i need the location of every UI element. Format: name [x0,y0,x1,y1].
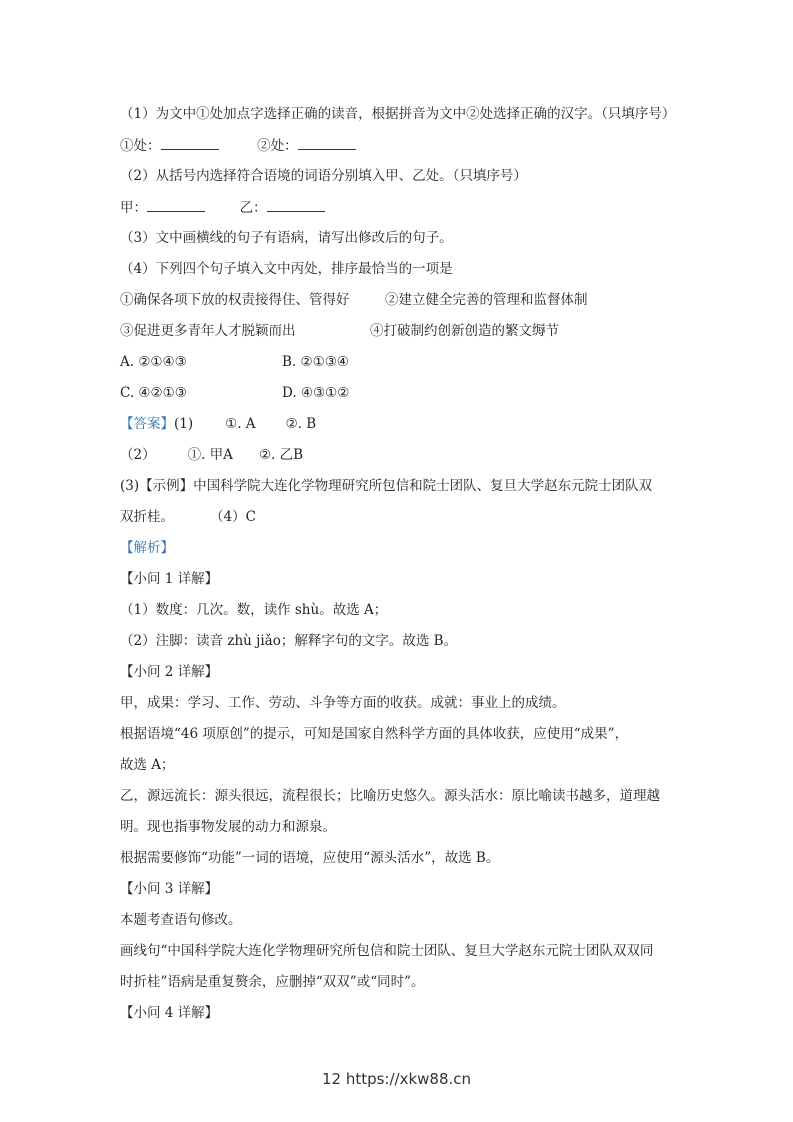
blank-jia-line[interactable] [147,197,205,212]
answer-line-2 [120,445,303,465]
sub-2-title: 【小问 2 详解】 [120,664,219,680]
answer-tag: 【答案】 [120,416,174,432]
blank-2-line[interactable] [298,135,356,150]
option-c: C. ④②①③ [120,385,187,401]
sub-1-line-2: （2）注脚：读音 zhù jiǎo；解释字句的文字。故选 B。 [120,633,458,649]
answer-3-end: 双折桂。 [120,509,174,525]
sub-3-line-1: 本题考查语句修改。 [120,912,242,928]
blank-yi-line[interactable] [267,197,325,212]
answer-2-num: （2） [120,447,156,463]
blank-1-label: ①处： [120,138,161,154]
sentence-2: ②建立健全完善的管理和监督体制 [385,292,588,308]
option-b: B. ②①③④ [282,354,349,370]
sub-3-title: 【小问 3 详解】 [120,881,219,897]
sub-2-line-4: 乙，源远流长：源头很远，流程很长；比喻历史悠久。源头活水：原比喻读书越多，道理越 [120,788,660,804]
sub-2-line-1: 甲，成果：学习、工作、劳动、斗争等方面的收获。成就：事业上的成绩。 [120,695,566,711]
question-4-prompt: （4）下列四个句子填入文中丙处，排序最恰当的一项是 [120,261,453,277]
sentence-4: ④打破制约创新创造的繁文缛节 [370,323,559,339]
option-a: A. ②①④③ [120,354,187,370]
sub-2-line-3: 故选 A； [120,757,175,773]
sub-2-line-2: 根据语境“46 项原创”的提示，可知是国家自然科学方面的具体收获，应使用“成果”， [120,726,629,742]
answer-2-a: ①. 甲A [187,447,233,463]
sub-3-line-2: 画线句“中国科学院大连化学物理研究所包信和院士团队、复旦大学赵东元院士团队双双同 [120,943,654,959]
sub-1-title: 【小问 1 详解】 [120,571,219,587]
blank-2-label: ②处： [257,138,298,154]
sub-2-line-5: 明。现也指事物发展的动力和源泉。 [120,819,336,835]
sub-3-line-3: 时折桂”语病是重复赘余，应删掉“双双”或“同时”。 [120,974,425,990]
answer-1-num: (1) [174,416,194,432]
sentence-1: ①确保各项下放的权责接得住、管得好 [120,292,350,308]
question-3-prompt: （3）文中画横线的句子有语病，请写出修改后的句子。 [120,230,453,246]
answer-2-b: ②. 乙B [258,447,304,463]
blank-jia-label: 甲： [120,200,147,216]
sub-2-line-6: 根据需要修饰“功能”一词的语境，应使用“源头活水”，故选 B。 [120,850,500,866]
analysis-tag: 【解析】 [120,540,174,556]
question-1-blanks [120,135,356,156]
page-footer: 12 https://xkw88.cn [321,1070,472,1088]
sentence-3: ③促进更多青年人才脱颖而出 [120,323,296,339]
question-1-prompt: （1）为文中①处加点字选择正确的读音，根据拼音为文中②处选择正确的汉字。（只填序号） [120,106,676,122]
blank-yi-label: 乙： [239,200,267,216]
question-2-blanks [120,197,325,218]
sub-4-title: 【小问 4 详解】 [120,1005,219,1021]
answer-1-a: ①. A [225,416,256,432]
answer-3-line-1: (3)【示例】中国科学院大连化学物理研究所包信和院士团队、复旦大学赵东元院士团队双 [120,478,653,494]
answer-line-1 [120,414,316,434]
answer-1-b: ②. B [285,416,317,432]
answer-4: （4）C [210,509,256,525]
option-d: D. ④③①② [282,385,350,401]
answer-3-line-2 [120,507,256,527]
question-2-prompt: （2）从括号内选择符合语境的词语分别填入甲、乙处。（只填序号） [120,168,527,184]
blank-1-line[interactable] [161,135,219,150]
sub-1-line-1: （1）数度：几次。数，读作 shù。故选 A； [120,602,388,618]
